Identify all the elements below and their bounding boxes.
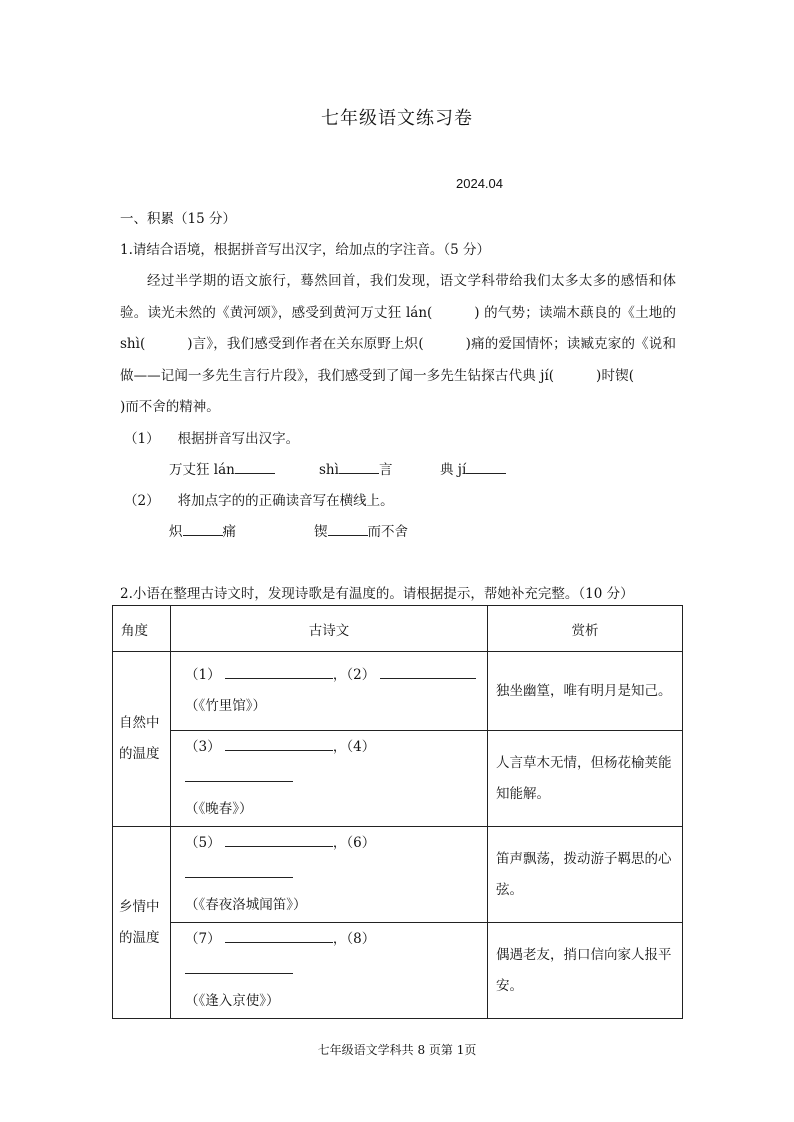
page-footer: 七年级语文学科共 8 页第 1页	[317, 1043, 477, 1057]
table-row	[113, 652, 683, 731]
passage-part: ) 的气势；读端木蕻良的《土地的 shì(	[120, 304, 676, 352]
poem-source: （《晚春》）	[185, 801, 253, 817]
pinyin-fill-row	[169, 458, 506, 478]
fill-item	[169, 520, 314, 540]
answer-line[interactable]	[380, 664, 476, 679]
fill-prefix: 典 jí	[440, 462, 467, 478]
fill-item	[319, 458, 440, 478]
answer-line[interactable]	[185, 767, 293, 782]
header-poem: 古诗文	[171, 606, 488, 652]
answer-line[interactable]	[339, 459, 379, 474]
answer-line[interactable]	[225, 928, 333, 943]
analysis-cell: 笛声飘荡，拨动游子羁思的心弦。	[488, 827, 683, 923]
fill-item	[169, 458, 319, 478]
table-row	[113, 923, 683, 1019]
angle-cell	[113, 827, 171, 1019]
poem-source: （《逢入京使》）	[185, 993, 280, 1009]
subquestion-text: 将加点字的的正确读音写在横线上。	[177, 493, 394, 509]
blank-number: （3）	[185, 739, 221, 755]
section-heading: 一、积累（15 分）	[120, 211, 236, 227]
analysis-cell: 人言草木无情，但杨花榆荚能知能解。	[488, 731, 683, 827]
reading-fill-row	[169, 520, 408, 540]
answer-line[interactable]	[185, 959, 293, 974]
question-2-prompt: 2.小语在整理古诗文时，发现诗歌是有温度的。请根据提示，帮她补充完整。（10 分）	[120, 586, 634, 602]
fill-item	[314, 520, 408, 540]
subquestion-text: 根据拼音写出汉字。	[177, 431, 300, 447]
blank-number: ，（6）	[332, 835, 376, 851]
passage-part: )时锲(	[596, 367, 634, 384]
poem-table	[112, 605, 683, 1019]
angle-text: 自然中的温度	[119, 715, 160, 762]
header-analysis: 赏析	[488, 606, 683, 652]
passage-part: )而不舍的精神。	[120, 399, 220, 415]
fill-suffix: 而不舍	[367, 524, 408, 540]
analysis-cell: 偶遇老友，捎口信向家人报平安。	[488, 923, 683, 1019]
table-row	[113, 827, 683, 923]
blank-number: （1）	[185, 667, 221, 683]
fill-item	[440, 458, 506, 478]
exam-date: 2024.04	[456, 176, 503, 191]
passage-part: )痛的爱国情怀；读臧克家的《说和做——记闻一多先生言行片段》，我们感受到了闻一多先生钻探古代典 jí(	[120, 336, 676, 384]
fill-prefix: 万丈狂 lán	[169, 462, 235, 478]
poem-source: （《春夜洛城闻笛》）	[185, 897, 307, 913]
answer-line[interactable]	[185, 863, 293, 878]
subquestion-1	[124, 427, 299, 447]
answer-line[interactable]	[225, 736, 333, 751]
subquestion-2	[124, 489, 394, 509]
subquestion-number: （1）	[124, 431, 160, 447]
answer-line[interactable]	[466, 459, 506, 474]
header-angle: 角度	[113, 606, 171, 652]
table-row	[113, 731, 683, 827]
answer-line[interactable]	[225, 832, 333, 847]
answer-line[interactable]	[183, 521, 223, 536]
fill-suffix: 痛	[222, 524, 236, 540]
poem-cell	[171, 731, 488, 827]
passage-part: )言》，我们感受到作者在关东原野上炽(	[187, 336, 424, 352]
poem-cell	[171, 827, 488, 923]
analysis-cell: 独坐幽篁，唯有明月是知己。	[488, 652, 683, 731]
fill-prefix: 炽	[169, 524, 183, 540]
poem-cell	[171, 923, 488, 1019]
question-1-passage	[120, 266, 676, 424]
answer-line[interactable]	[235, 459, 275, 474]
poem-source: （《竹里馆》）	[185, 698, 266, 714]
answer-line[interactable]	[225, 664, 333, 679]
blank-number: ，（2）	[332, 667, 376, 683]
blank-number: （5）	[185, 835, 221, 851]
fill-prefix: shì	[319, 462, 339, 478]
passage-part: 经过半学期的语文旅行，蓦然回首，我们发现，语文学科带给我们太多太多的感悟和体验。读光未然的《黄河颂》，感受到黄河万丈狂 lán(	[120, 273, 676, 321]
poem-cell	[171, 652, 488, 731]
page-title: 七年级语文练习卷	[321, 108, 473, 129]
blank-number: ，（4）	[332, 739, 376, 755]
fill-prefix: 锲	[314, 524, 328, 540]
answer-line[interactable]	[328, 521, 368, 536]
table-header-row	[113, 606, 683, 652]
subquestion-number: （2）	[124, 493, 160, 509]
fill-suffix: 言	[378, 462, 393, 478]
angle-text: 乡情中的温度	[119, 898, 160, 946]
angle-cell	[113, 652, 171, 827]
blank-number: （7）	[185, 931, 221, 947]
blank-number: ，（8）	[332, 931, 376, 947]
question-1-prompt: 1.请结合语境，根据拼音写出汉字，给加点的字注音。（5 分）	[120, 242, 491, 258]
